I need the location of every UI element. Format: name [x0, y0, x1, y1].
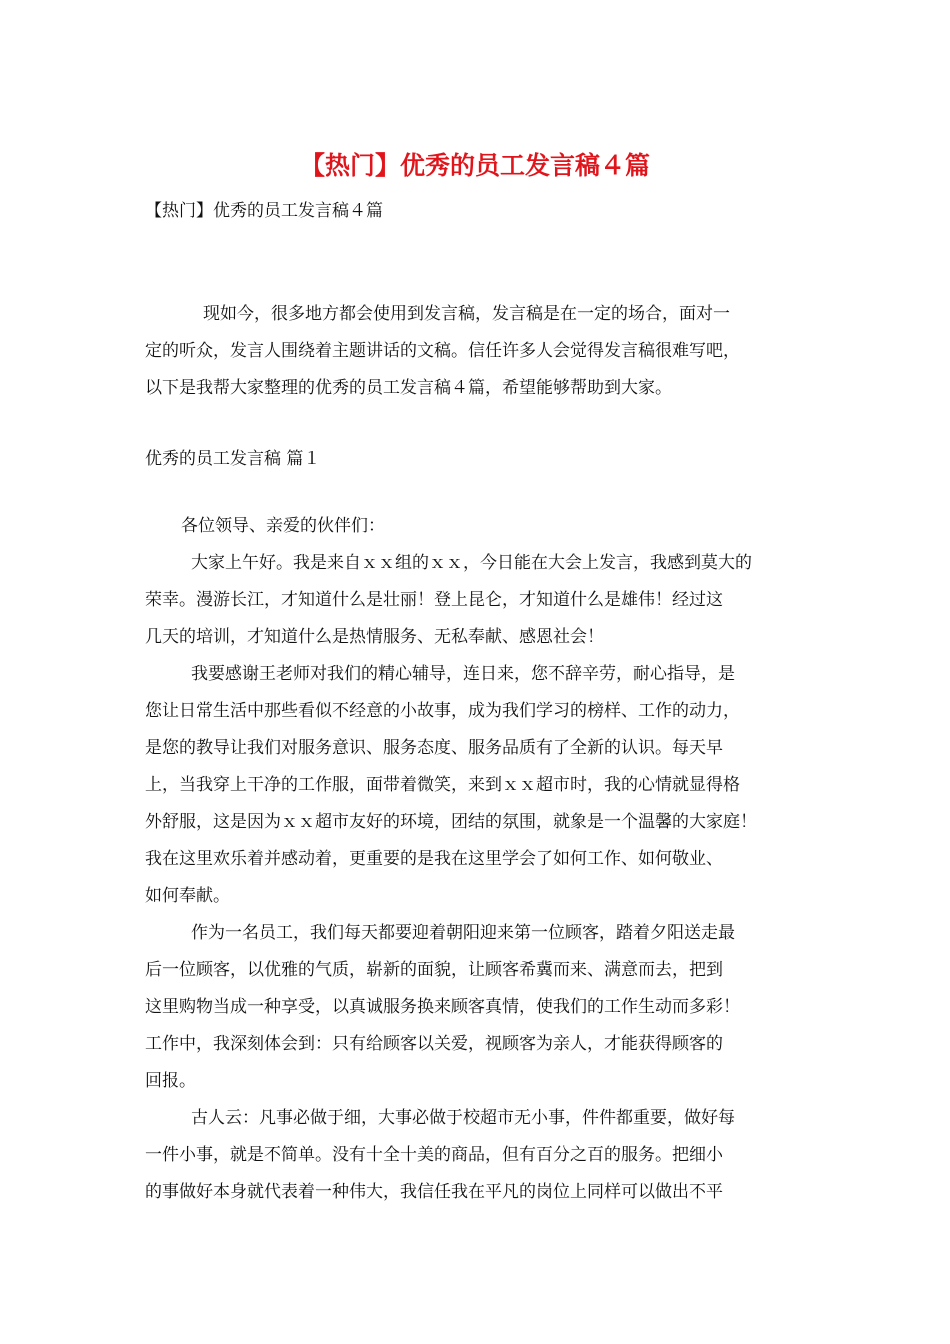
body-line: 上，当我穿上干净的工作服，面带着微笑，来到ｘｘ超市时，我的心情就显得格 — [145, 775, 740, 795]
section-heading: 优秀的员工发言稿 篇１ — [145, 449, 321, 469]
body-line: 回报。 — [145, 1071, 196, 1091]
body-line: 作为一名员工，我们每天都要迎着朝阳迎来第一位顾客，踏着夕阳送走最 — [191, 923, 735, 943]
body-line: 我在这里欢乐着并感动着，更重要的是我在这里学会了如何工作、如何敬业、 — [145, 849, 723, 869]
intro-paragraph — [145, 296, 810, 407]
body-line: 的事做好本身就代表着一种伟大，我信任我在平凡的岗位上同样可以做出不平 — [145, 1182, 723, 1202]
salutation: 各位领导、亲爱的伙伴们： — [181, 516, 385, 536]
body-line: 荣幸。漫游长江，才知道什么是壮丽！登上昆仑，才知道什么是雄伟！经过这 — [145, 590, 723, 610]
body-line: 这里购物当成一种享受，以真诚服务换来顾客真情，使我们的工作生动而多彩！ — [145, 997, 740, 1017]
body-line: 外舒服，这是因为ｘｘ超市友好的环境，团结的氛围，就象是一个温馨的大家庭！ — [145, 812, 757, 832]
intro-line: 以下是我帮大家整理的优秀的员工发言稿４篇，希望能够帮助到大家。 — [145, 378, 672, 398]
body-line: 您让日常生活中那些看似不经意的小故事，成为我们学习的榜样、工作的动力， — [145, 701, 740, 721]
body-line: 古人云：凡事必做于细，大事必做于校超市无小事，件件都重要，做好每 — [191, 1108, 735, 1128]
body-line: 我要感谢王老师对我们的精心辅导，连日来，您不辞辛劳，耐心指导，是 — [191, 664, 735, 684]
body-line: 大家上午好。我是来自ｘｘ组的ｘｘ，今日能在大会上发言，我感到莫大的 — [191, 553, 752, 573]
body-line: 一件小事，就是不简单。没有十全十美的商品，但有百分之百的服务。把细小 — [145, 1145, 723, 1165]
body-line: 工作中，我深刻体会到：只有给顾客以关爱，视顾客为亲人，才能获得顾客的 — [145, 1034, 723, 1054]
body-line: 几天的培训，才知道什么是热情服务、无私奉献、感恩社会！ — [145, 627, 604, 647]
document-subtitle: 【热门】优秀的员工发言稿４篇 — [145, 201, 383, 221]
body-line: 后一位顾客，以优雅的气质，崭新的面貌，让顾客希冀而来、满意而去，把到 — [145, 960, 723, 980]
speech-body — [145, 508, 810, 1211]
document-title: 【热门】优秀的员工发言稿４篇 — [299, 151, 650, 180]
intro-line: 现如今，很多地方都会使用到发言稿，发言稿是在一定的场合，面对一 — [203, 304, 730, 324]
intro-line: 定的听众，发言人围绕着主题讲话的文稿。信任许多人会觉得发言稿很难写吧， — [145, 341, 740, 361]
body-line: 如何奉献。 — [145, 886, 230, 906]
body-line: 是您的教导让我们对服务意识、服务态度、服务品质有了全新的认识。每天早 — [145, 738, 723, 758]
